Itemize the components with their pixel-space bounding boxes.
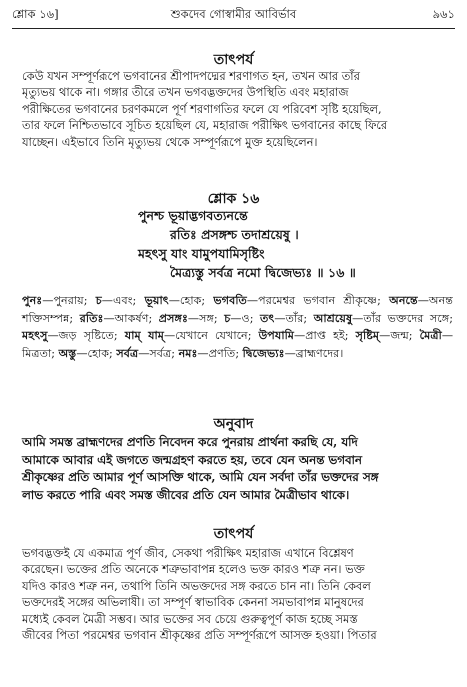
synonym-term: ভগবতি [213,293,247,307]
synonyms-paragraph [22,292,453,362]
purport-line: মৃত্যুভয় থাকে না। গঙ্গার তীরে তখন ভগবদ্ভক্তদের উপস্থিতি এবং মহারাজ [22,85,349,100]
purport-line: ভগবদ্ভক্তই যে একমাত্র পূর্ণ জীব, সেকথা পরীক্ষিৎ মহারাজ এখানে বিশ্লেষণ [22,546,354,560]
synonym-entry [259,329,356,342]
synonym-term: উপযামি [258,328,295,343]
synonym-term: সৃষ্টিম্ [355,328,380,343]
verse-line-2: রতিঃ প্রসঙ্গশ্চ তদাশ্রয়েষু । [170,227,299,242]
translation-paragraph [22,434,453,504]
synonym-term: তৎ [260,310,275,325]
synonym-entry [125,329,259,342]
translation-line: শ্রীকৃষ্ণের প্রতি আমার পূর্ণ আসক্তি থাকে, আমি যেন সর্বদা তাঁর ভক্তদের সঙ্গ [22,470,379,485]
synonym-term: মহৎসু [22,328,48,343]
synonym-entry [179,347,243,360]
page-number: ৯৬১ [432,6,455,21]
synonym-term: যাম্ যাম্ [124,328,164,343]
synonym-entry [22,329,125,342]
synonym-entry [22,294,96,307]
synonym-term: মৈত্রী [419,328,442,343]
synonym-meaning: —সঙ্গ; [187,311,225,325]
verse-heading: শ্লোক ১৬ [207,191,260,207]
header-rule [12,28,455,29]
synonym-term: দ্বিজেভ্যঃ [242,345,285,360]
purport-line: ভক্তদেরই সঙ্গের অভিলাষী। তা সম্পূর্ণ স্বাভাবিক কেননা সমভাবাপন্ন মানুষদের [22,595,364,610]
synonym-term: ভূয়াৎ [144,293,169,307]
synonym-entry [145,294,214,307]
synonym-meaning: —যেখানে যেখানে; [163,329,259,343]
synonym-entry [224,312,260,325]
purport-paragraph-2 [22,545,453,643]
purport-line: কেউ যখন সম্পূর্ণরূপে ভগবানের শ্রীপাদপদ্মের শরণাগত হন, তখন আর তাঁর [22,69,360,83]
synonym-meaning: —মিত্রতা; [22,329,453,360]
synonym-entry [243,347,344,360]
synonym-term: অনন্তে [389,293,418,307]
synonym-meaning: —পরমেশ্বর ভগবান শ্রীকৃষ্ণে; [246,294,390,307]
verse-number-header: শ্লোক ১৬] [12,6,59,21]
synonym-term: আশ্রয়েষু [313,310,353,325]
synonym-meaning: —প্রণতি; [197,346,243,360]
translation-heading: অনুবাদ [213,416,254,432]
synonym-entry [260,312,314,325]
purport-heading-1: তাৎপর্য [213,52,254,68]
synonym-term: নমঃ [178,345,198,360]
running-header [12,6,455,24]
synonym-meaning: —হোক; [76,346,117,360]
synonym-meaning: —ও; [230,311,261,325]
synonym-entry [59,347,117,360]
synonym-term: প্রসঙ্গঃ [158,310,188,325]
synonym-entry [116,347,178,360]
purport-line: মধ্যেই কেবল মৈত্রী সম্ভব। আর ভক্তের সব চেয়ে গুরুত্বপূর্ণ কাজ হচ্ছে সমস্ত [22,611,358,626]
synonym-term: চ [224,310,231,325]
synonym-entry [213,294,389,307]
synonym-meaning: —ব্রাহ্মণদের। [284,346,344,360]
synonym-entry [356,329,420,342]
synonym-meaning: —তাঁর; [274,311,314,325]
synonym-meaning: —তাঁর ভক্তদের সঙ্গে; [352,311,453,325]
synonym-meaning: —পুনরায়; [42,294,96,307]
synonym-meaning: —জন্ম; [379,329,420,343]
synonym-meaning: —হোক; [168,294,214,307]
verse-line-3: মহৎসু যাং যামুপযামিসৃষ্টিং [138,246,265,261]
purport-line: জীবের পিতা পরমেশ্বর ভগবান শ্রীকৃষ্ণের প্রতি সম্পূর্ণরূপে আসক্ত হওয়া। পিতার [22,628,377,643]
synonym-term: পুনঃ [22,293,43,307]
purport-line: তার ফলে নিশ্চিতভাবে সূচিত হয়েছিল যে, মহারাজ পরীক্ষিৎ ভগবানের কাছে ফিরে [22,118,388,133]
purport-line: করেছেন। ভক্তের প্রতি অনেকে শত্রুভাবাপন্ন হলেও ভক্ত কারও শত্রু নন। ভক্ত [22,562,365,577]
synonym-meaning: —আকর্ষণ; [103,311,159,325]
verse-line-1: পুনশ্চ ভূয়াদ্ভগবত্যনন্তে [138,208,248,223]
synonym-term: সর্বত্র [116,345,139,360]
synonym-term: অস্তু [58,345,77,360]
chapter-title-header: শুকদেব গোস্বামীর আবির্ভাব [170,6,297,21]
synonym-entry [159,312,224,325]
purport-heading-2: তাৎপর্য [213,526,254,542]
synonym-term: রতিঃ [79,310,104,325]
purport-line: যাচ্ছেন। এইভাবে তিনি মৃত্যুভয় থেকে সম্পূর্ণরূপে মুক্ত হয়েছিলেন। [22,134,318,149]
synonym-meaning: —এবং; [101,294,145,307]
synonym-meaning: —জড় সৃষ্টিতে; [47,329,125,343]
synonym-term: চ [95,293,102,307]
translation-line: আমাকে আবার এই জগতে জন্মগ্রহণ করতে হয়, তবে যেন অনন্ত ভগবান [22,452,362,467]
purport-line: যদিও কারও শত্রু নন, তথাপি তিনি অভক্তদের সঙ্গ করতে চান না। তিনি কেবল [22,578,371,593]
synonym-entry [314,312,453,325]
translation-line: লাভ করতে পারি এবং সমস্ত জীবের প্রতি যেন আমার মৈত্রীভাব থাকে। [22,487,350,502]
purport-paragraph-1 [22,68,453,150]
purport-line: পরীক্ষিতের ভগবানের চরণকমলে পূর্ণ শরণাগতির ফলে যে পরিবেশ সৃষ্টি হয়েছিল, [22,101,382,116]
translation-line: আমি সমস্ত ব্রাহ্মণদের প্রণতি নিবেদন করে পুনরায় প্রার্থনা করছি যে, যদি [22,435,358,449]
synonym-entry [80,312,159,325]
synonym-meaning: —অনন্ত শক্তিসম্পন্ন; [22,294,453,325]
synonym-meaning: —প্রাপ্ত হই; [294,329,356,343]
verse-line-4: মৈত্র্যস্তু সর্বত্র নমো দ্বিজেভ্যঃ ॥ ১৬ ॥ [170,265,356,280]
synonym-entry [96,294,145,307]
synonym-meaning: —সর্বত্র; [138,346,179,360]
